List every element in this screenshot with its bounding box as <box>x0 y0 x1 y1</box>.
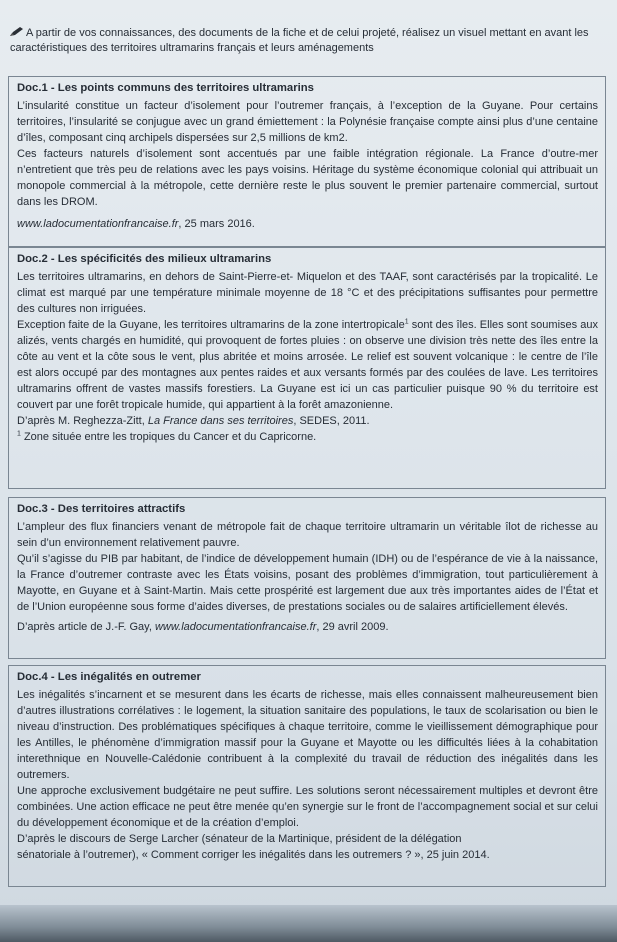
doc1-title: Doc.1 - Les points communs des territoires ultramarins <box>17 82 314 94</box>
document-2 <box>8 247 606 489</box>
doc2-paragraph-1: Les territoires ultramarins, en dehors de Saint-Pierre-et- Miquelon et des TAAF, sont caractérisés par la tropicalité. Le climat est marqué par une température minimale moyenne de 18 °C et des précipitations suffisantes pour permettre des cultures non irriguées. <box>17 271 598 315</box>
doc2-paragraph-2: Exception faite de la Guyane, les territoires ultramarins de la zone intertropicale$^1$ sont des îles. Elles sont soumises aux alizés, vents chargés en humidité, qui provoquent de fortes pluies : on observe une division très nette des îles entre la côte au vent et la côte sous le vent, plus abritée et moins arrosée. Le relief est souvent volcanique : le centre de l’île est alors occupé par des montagnes aux pentes raides et aux versants formés par des coulées de lave. Les territoires ultramarins offrent de vastes massifs forestiers. La Guyane est ici un cas particulier puisque 90 % du territoire est couvert par une forêt tropicale humide, qui appartient à la forêt amazonienne. <box>17 318 598 411</box>
doc2-source-book: La France dans ses territoires <box>147 415 294 427</box>
doc4-paragraph-2: Une approche exclusivement budgétaire ne peut suffire. Les solutions seront nécessairement multiples et devront être combinées. Une action efficace ne peut être menée qu’en synergie sur le front de l’accompagnement social et sur celui du développement économique et de la création d’emploi. <box>17 785 598 829</box>
desk-background <box>0 905 617 942</box>
doc2-footnote: $^1$ Zone située entre les tropiques du Cancer et du Capricorne. <box>17 430 317 443</box>
doc4-paragraph-1: Les inégalités s’incarnent et se mesurent dans les écarts de richesse, mais elles connaissent malheureusement bien d’autres illustrations corrélatives : le logement, la situation sanitaire des populations, le taux de scolarisation ou bien le niveau d’instruction. Des problématiques spécifiques à chaque territoire, comme le vieillissement démographique pour les Antilles, le phénomène d’immigration massif pour la Guyane et Mayotte ou les difficultés liées à la cohabitation interethnique en Nouvelle-Calédonie contribuent à la complexité du travail de réduction des inégalités dans les outremers. <box>17 689 598 781</box>
doc2-title: Doc.2 - Les spécificités des milieux ultramarins <box>17 253 272 265</box>
doc1-source-date: , 25 mars 2016. <box>178 218 255 230</box>
doc3-paragraph-1: L’ampleur des flux financiers venant de métropole fait de chaque territoire ultramarin un véritable îlot de richesse au sein d’un environnement relativement pauvre. <box>17 521 598 549</box>
doc4-source-line-1: D’après le discours de Serge Larcher (sénateur de la Martinique, président de la délégation <box>17 833 462 845</box>
doc1-paragraph-1: L’insularité constitue un facteur d’isolement pour l’outremer français, à l’exception de la Guyane. Pour certains territoires, l’insularité se conjugue avec un grand émiettement : la Polynésie française compte ainsi plus d’une centaine d’îles, composant cinq archipels dispersées sur 2,5 millions de km2. <box>17 100 598 144</box>
doc1-paragraph-2: Ces facteurs naturels d’isolement sont accentués par une faible intégration régionale. La France d’outre-mer n’entretient que très peu de relations avec les pays voisins. Héritage du système économique colonial qui attribuait un monopole commercial à la métropole, cette dernière reste le plus souvent le premier partenaire commercial, surtout dans les DROM. <box>17 148 598 208</box>
document-4 <box>8 665 606 887</box>
doc1-source <box>17 216 598 232</box>
doc1-source-site: www.ladocumentationfrancaise.fr <box>17 218 179 230</box>
doc4-source-line-2: sénatoriale à l’outremer), « Comment corriger les inégalités dans les outremers ? », 25 juin 2014. <box>17 849 490 861</box>
instruction-text: A partir de vos connaissances, des documents de la fiche et de celui projeté, réalisez un visuel mettant en avant les caractéristiques des territoires ultramarins français et leurs aménagements <box>10 27 589 54</box>
doc2-source: D’après M. Reghezza-Zitt, La France dans ses territoires, SEDES, 2011. <box>17 415 370 427</box>
document-1 <box>8 76 606 247</box>
footnote-ref: 1 <box>404 318 409 326</box>
doc4-title: Doc.4 - Les inégalités en outremer <box>17 671 201 683</box>
doc3-source: D’après article de J.-F. Gay, www.ladocumentationfrancaise.fr, 29 avril 2009. <box>17 621 389 633</box>
doc3-paragraph-2: Qu’il s’agisse du PIB par habitant, de l’indice de développement humain (IDH) ou de l’espérance de vie à la naissance, la France d’outremer contraste avec les États voisins, posant des problèmes d’immigration, tout particulièrement à Mayotte, en Guyane et à Saint-Martin. Mais cette prospérité est largement due aux très importantes aides de l’État et de l’Union européenne sous forme d’aides diverses, de prestations sociales ou de salaires artificiellement élevés. <box>17 553 598 613</box>
instruction <box>10 26 612 56</box>
doc3-title: Doc.3 - Des territoires attractifs <box>17 503 186 515</box>
document-3 <box>8 497 606 659</box>
pencil-icon <box>10 26 26 41</box>
doc3-source-site: www.ladocumentationfrancaise.fr <box>154 621 317 633</box>
